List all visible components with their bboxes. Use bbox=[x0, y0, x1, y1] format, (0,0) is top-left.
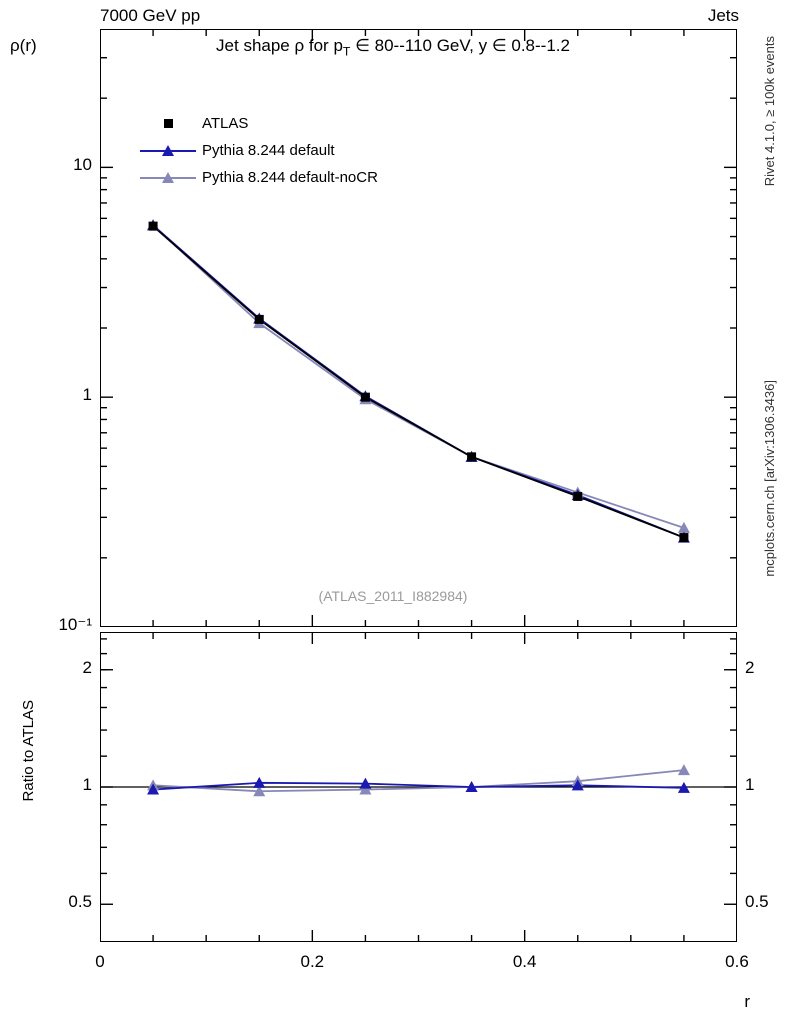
x-tick-label: 0 bbox=[95, 952, 105, 971]
y-tick-label-ratio-left: 0.5 bbox=[68, 892, 92, 912]
plot-title-sub: T bbox=[342, 44, 351, 59]
mcplots-reference-label: mcplots.cern.ch [arXiv:1306.3436] bbox=[762, 380, 777, 577]
header-analysis-label: Jets bbox=[707, 6, 739, 25]
y-tick-label-ratio-left: 1 bbox=[82, 775, 92, 794]
ratio-plot-canvas bbox=[100, 632, 737, 942]
y-tick-label-ratio-right: 0.5 bbox=[745, 892, 769, 912]
plot-title-pre: Jet shape ρ for p bbox=[216, 36, 343, 55]
legend-label: Pythia 8.244 default-noCR bbox=[202, 169, 378, 186]
legend-label: Pythia 8.244 default bbox=[202, 142, 335, 159]
x-tick-label: 0.4 bbox=[512, 952, 537, 971]
y-axis-label-ratio: Ratio to ATLAS bbox=[20, 700, 37, 802]
x-tick-label: 0.2 bbox=[300, 952, 325, 971]
y-tick-label-ratio-left: 2 bbox=[82, 657, 92, 677]
y-tick-label-ratio-right: 1 bbox=[745, 775, 755, 794]
y-tick-label-ratio-right: 2 bbox=[745, 657, 755, 677]
plot-title-post: ∈ 80--110 GeV, y ∈ 0.8--1.2 bbox=[350, 36, 570, 55]
analysis-id-watermark: (ATLAS_2011_I882984) bbox=[318, 588, 468, 604]
rivet-version-label: Rivet 4.1.0, ≥ 100k events bbox=[762, 36, 777, 187]
main-plot-canvas bbox=[100, 29, 737, 627]
x-tick-label: 0.6 bbox=[725, 952, 749, 971]
y-tick-label-main: 10 bbox=[73, 155, 92, 175]
y-tick-label-main: 1 bbox=[82, 385, 92, 405]
y-tick-label-main: 10⁻¹ bbox=[58, 615, 92, 634]
y-axis-label-main: ρ(r) bbox=[10, 36, 37, 55]
header-beam-label: 7000 GeV pp bbox=[100, 6, 201, 25]
legend-label: ATLAS bbox=[202, 115, 249, 132]
x-axis-label: r bbox=[744, 992, 750, 1011]
